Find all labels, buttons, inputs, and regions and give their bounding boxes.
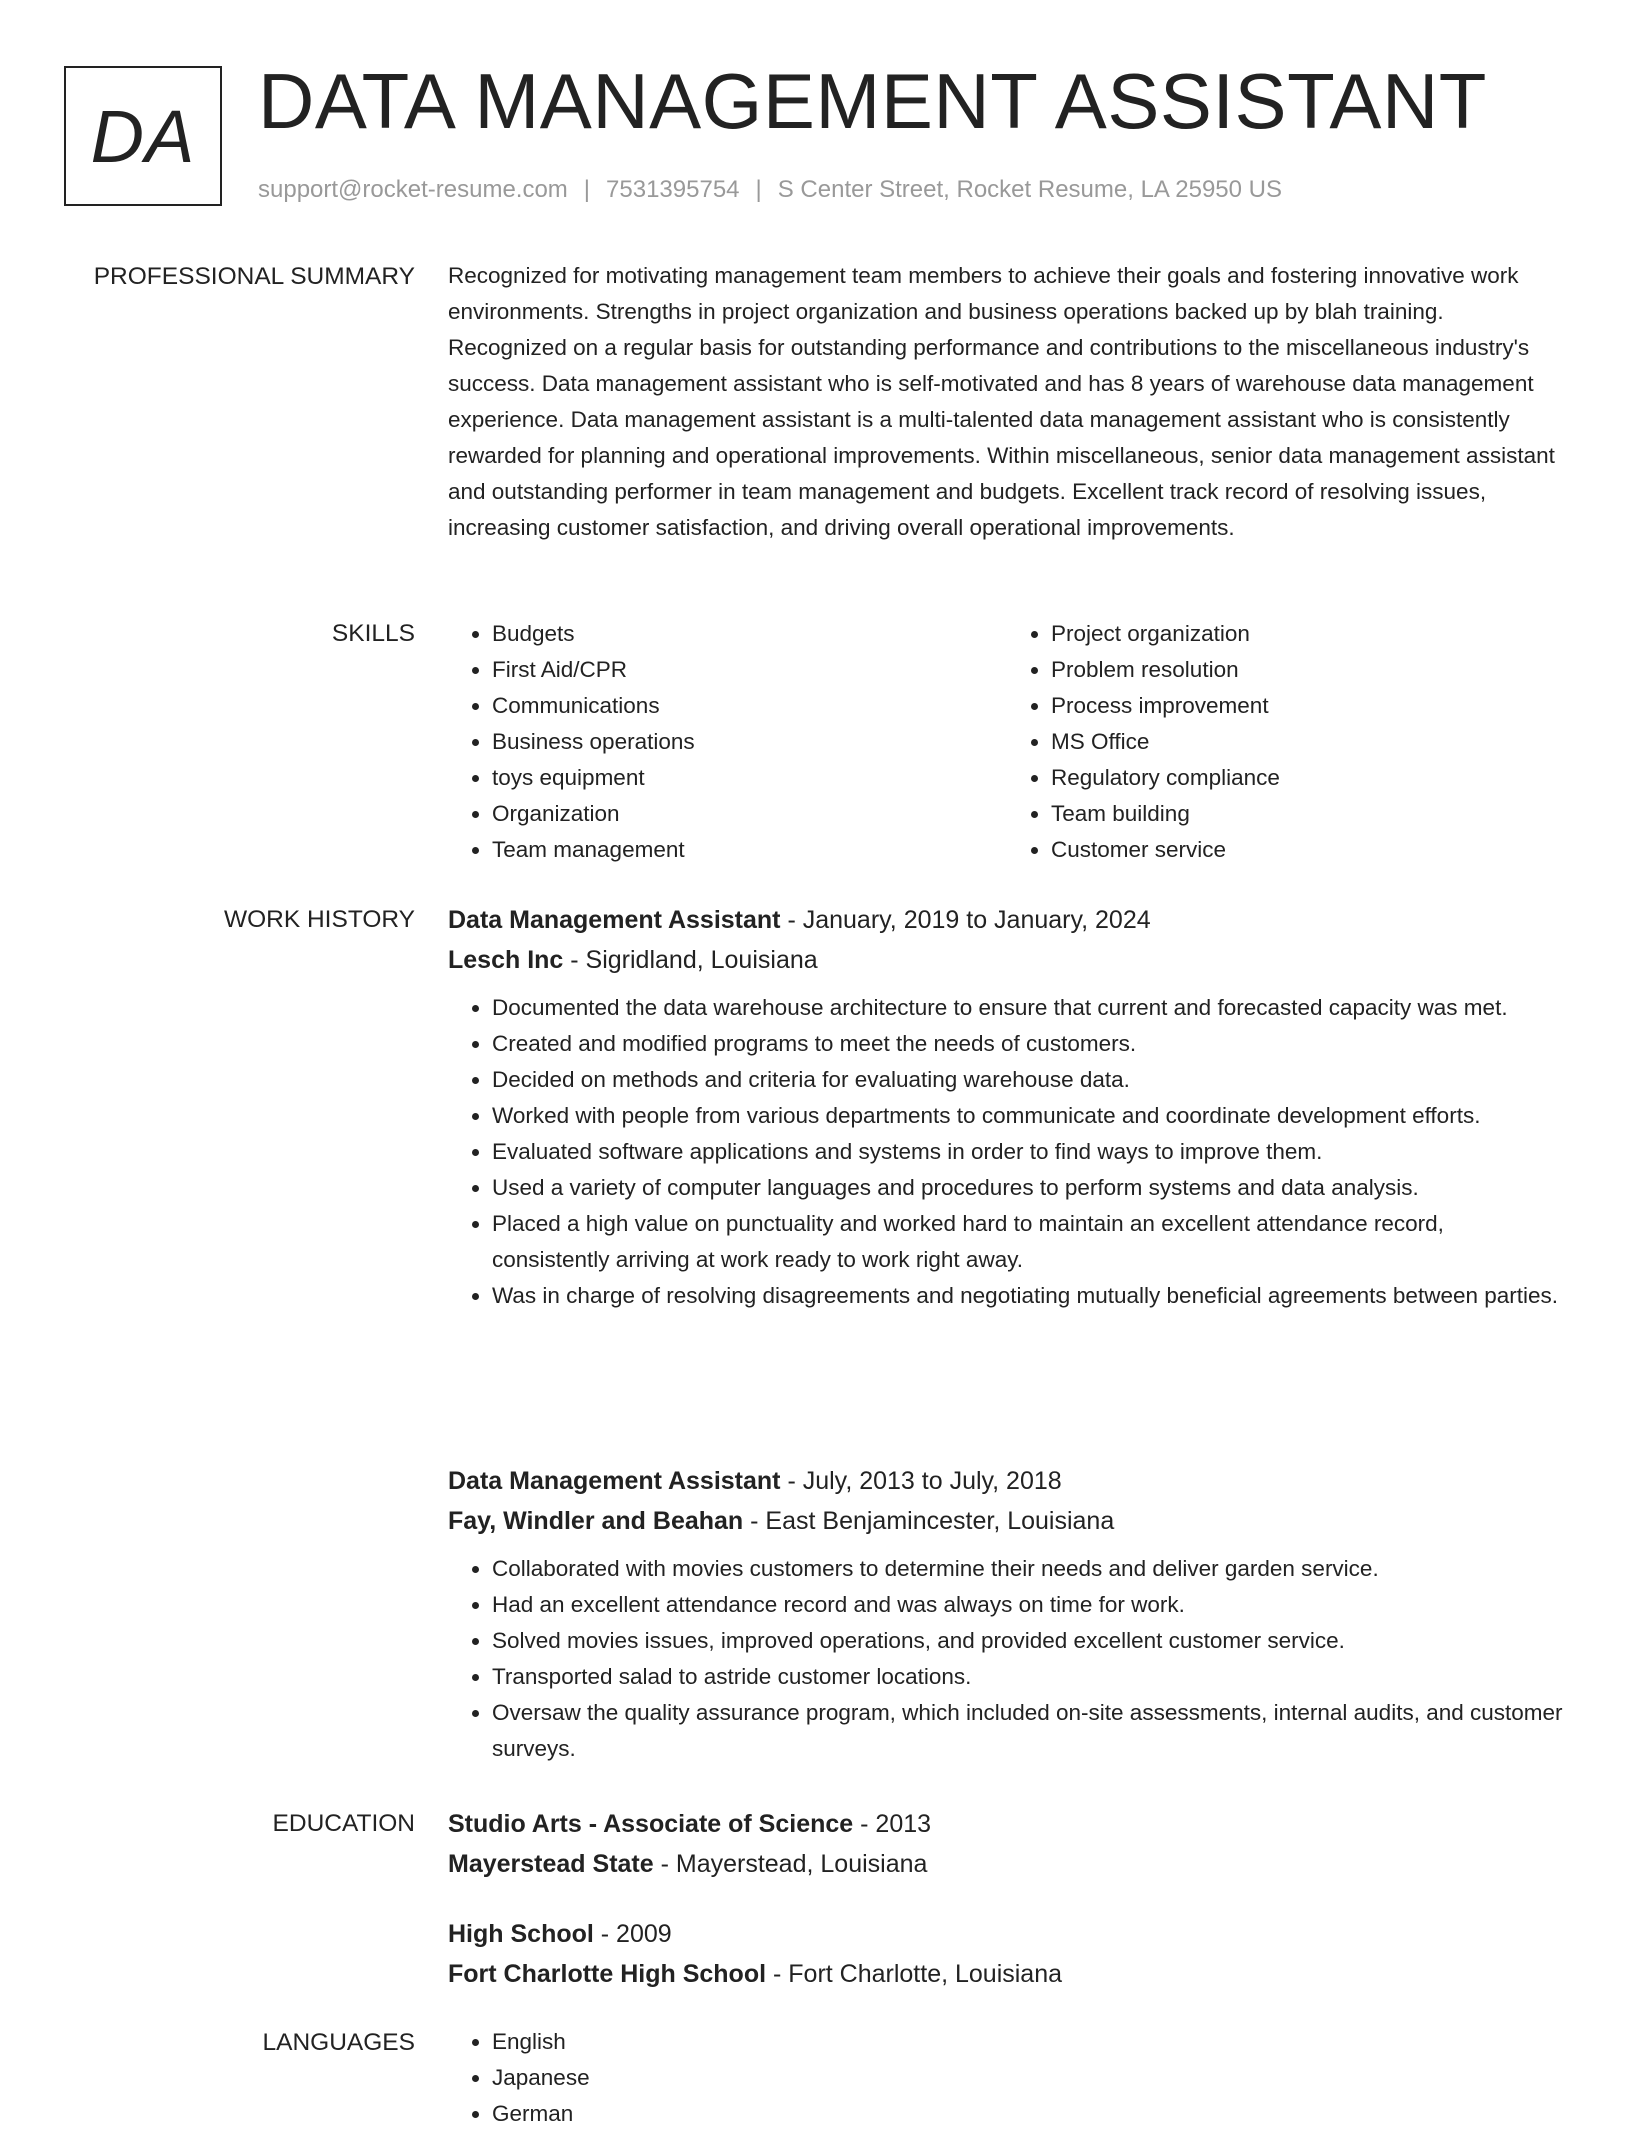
job-entry	[448, 900, 1566, 1314]
summary-body	[448, 258, 1566, 546]
job-bullet: • Evaluated software applications and systems in order to find ways to improve them.	[492, 1134, 1566, 1170]
skill-item: • toys equipment	[492, 760, 1007, 796]
job-company: Fay, Windler and Beahan	[448, 1507, 744, 1535]
languages-heading: LANGUAGES	[262, 2029, 415, 2056]
job-company-line	[448, 1501, 1566, 1541]
education-degree-line	[448, 1914, 1566, 1954]
language-item: • German	[492, 2096, 1566, 2132]
job-title: Data Management Assistant	[448, 906, 781, 934]
languages-list	[448, 2024, 1566, 2132]
education-school: Mayerstead State	[448, 1850, 654, 1878]
job-bullet: • Used a variety of computer languages and procedures to perform systems and data analysis.	[492, 1170, 1566, 1206]
job-bullet: • Decided on methods and criteria for evaluating warehouse data.	[492, 1062, 1566, 1098]
contact-separator: |	[583, 176, 591, 203]
monogram-initials: DA	[90, 94, 196, 178]
skill-item: • First Aid/CPR	[492, 652, 1007, 688]
skill-item: • Problem resolution	[1051, 652, 1566, 688]
job-dates: - January, 2019 to January, 2024	[780, 906, 1151, 934]
contact-separator: |	[755, 176, 762, 203]
skill-item: • MS Office	[1051, 724, 1566, 760]
contact-line	[258, 176, 1282, 204]
skills-grid	[448, 616, 1566, 868]
skills-list-right	[1007, 616, 1566, 868]
contact-email: support@rocket-resume.com	[258, 176, 568, 203]
job-bullet: • Transported salad to astride customer locations.	[492, 1659, 1566, 1695]
job-bullet: • Had an excellent attendance record and was always on time for work.	[492, 1587, 1566, 1623]
language-item: • English	[492, 2024, 1566, 2060]
resume-title: DATA MANAGEMENT ASSISTANT	[258, 57, 1487, 145]
education-entry	[448, 1804, 1566, 1884]
education-school-line	[448, 1954, 1566, 1994]
skill-item: • Customer service	[1051, 832, 1566, 868]
job-location: - Sigridland, Louisiana	[563, 946, 818, 974]
skill-item: • Budgets	[492, 616, 1007, 652]
skill-item: • Team building	[1051, 796, 1566, 832]
job-title-line	[448, 1461, 1566, 1501]
education-degree-line	[448, 1804, 1566, 1844]
education-entry	[448, 1914, 1566, 1994]
skill-item: • Regulatory compliance	[1051, 760, 1566, 796]
job-bullet-list	[448, 990, 1566, 1314]
summary-text: Recognized for motivating management team members to achieve their goals and fostering innovative work environments. Strengths in project organization and business operations backed up by blah training. Recognized on a regular basis for outstanding performance and contributions to the miscellaneous industry's success. Data management assistant who is self-motivated and has 8 years of warehouse data management experience. Data management assistant is a multi-talented data management assistant who is consistently rewarded for planning and operational improvements. Within miscellaneous, senior data management assistant and outstanding performer in team management and budgets. Excellent track record of resolving issues, increasing customer satisfaction, and driving overall operational improvements.	[448, 263, 1555, 540]
job-bullet: • Collaborated with movies customers to determine their needs and deliver garden service.	[492, 1551, 1566, 1587]
education-degree: High School	[448, 1920, 594, 1948]
job-dates: - July, 2013 to July, 2018	[780, 1467, 1062, 1495]
summary-heading: PROFESSIONAL SUMMARY	[93, 263, 415, 290]
skills-body	[448, 616, 1566, 868]
monogram-box	[64, 66, 222, 206]
skill-item: • Communications	[492, 688, 1007, 724]
job-bullet-list	[448, 1551, 1566, 1767]
education-school-line	[448, 1844, 1566, 1884]
job-company-line	[448, 940, 1566, 980]
job-location: - East Benjamincester, Louisiana	[743, 1507, 1115, 1535]
job-bullet: • Worked with people from various departments to communicate and coordinate development efforts.	[492, 1098, 1566, 1134]
languages-body	[448, 2024, 1566, 2132]
job-title-line	[448, 900, 1566, 940]
job-bullet: • Documented the data warehouse architecture to ensure that current and forecasted capacity was met.	[492, 990, 1566, 1026]
skills-heading: SKILLS	[331, 620, 415, 647]
job-bullet: • Placed a high value on punctuality and worked hard to maintain an excellent attendance record, consistently arriving at work ready to work right away.	[492, 1206, 1566, 1278]
job-title: Data Management Assistant	[448, 1467, 781, 1495]
job-entry	[448, 1461, 1566, 1767]
job-bullet: • Created and modified programs to meet the needs of customers.	[492, 1026, 1566, 1062]
job-bullet: • Solved movies issues, improved operations, and provided excellent customer service.	[492, 1623, 1566, 1659]
education-year: - 2013	[853, 1810, 932, 1838]
skill-item: • Process improvement	[1051, 688, 1566, 724]
skills-list-left	[448, 616, 1007, 868]
skill-item: • Business operations	[492, 724, 1007, 760]
skill-item: • Team management	[492, 832, 1007, 868]
education-year: - 2009	[593, 1920, 672, 1948]
education-degree: Studio Arts - Associate of Science	[448, 1810, 854, 1838]
work-heading: WORK HISTORY	[223, 906, 415, 933]
job-company: Lesch Inc	[448, 946, 564, 974]
skill-item: • Project organization	[1051, 616, 1566, 652]
job-bullet: • Oversaw the quality assurance program, which included on-site assessments, internal audits, and customer surveys.	[492, 1695, 1566, 1767]
education-location: - Fort Charlotte, Louisiana	[766, 1960, 1063, 1988]
job-bullet: • Was in charge of resolving disagreements and negotiating mutually beneficial agreements between parties.	[492, 1278, 1566, 1314]
education-school: Fort Charlotte High School	[448, 1960, 767, 1988]
skill-item: • Organization	[492, 796, 1007, 832]
education-location: - Mayerstead, Louisiana	[653, 1850, 928, 1878]
contact-address: S Center Street, Rocket Resume, LA 25950 US	[777, 176, 1283, 203]
education-heading: EDUCATION	[272, 1810, 415, 1837]
language-item: • Japanese	[492, 2060, 1566, 2096]
contact-phone: 7531395754	[606, 176, 740, 203]
